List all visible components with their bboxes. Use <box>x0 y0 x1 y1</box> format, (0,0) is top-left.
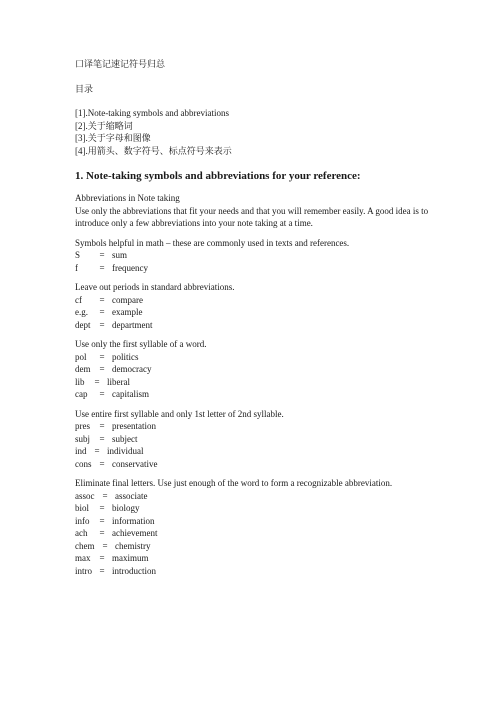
list-item <box>75 458 456 471</box>
abbreviation: info <box>75 515 90 526</box>
list-item <box>75 527 456 540</box>
list-item <box>75 565 456 578</box>
list-item <box>75 420 456 433</box>
list-item <box>75 540 456 553</box>
equals-sign: = <box>102 490 108 501</box>
abbreviation: lib <box>75 376 85 387</box>
list-item <box>75 445 456 458</box>
equals-sign: = <box>99 250 105 260</box>
abbreviation: dem <box>75 364 91 374</box>
list-item <box>75 388 456 401</box>
equals-sign: = <box>99 262 105 273</box>
full-word: presentation <box>112 421 156 431</box>
full-word: chemistry <box>115 540 151 551</box>
full-word: individual <box>107 446 144 456</box>
toc-label: 目录 <box>75 83 94 94</box>
intro-paragraph: Use only the abbreviations that fit your needs and that you will remember easily. A good idea is to introduce only a few abbreviations into your note taking at a time. <box>75 205 429 228</box>
full-word: department <box>112 319 153 330</box>
equals-sign: = <box>99 553 105 563</box>
abbreviation: cap <box>75 389 88 399</box>
full-word: frequency <box>112 262 148 273</box>
final-letters-caption: Eliminate final letters. Use just enough of the word to form a recognizable abbreviation. <box>75 478 393 488</box>
equals-sign: = <box>99 389 105 399</box>
full-word: maximum <box>112 553 149 563</box>
abbreviation: pres <box>75 421 90 431</box>
full-word: compare <box>112 294 143 305</box>
first-syllable-caption: Use only the first syllable of a word. <box>75 339 207 349</box>
equals-sign: = <box>99 515 105 526</box>
list-item <box>75 515 456 528</box>
list-item <box>75 319 456 332</box>
equals-sign: = <box>99 294 105 305</box>
list-item <box>75 552 456 565</box>
abbreviation: e.g. <box>75 307 88 317</box>
full-word: subject <box>112 433 138 444</box>
table-of-contents <box>75 107 456 157</box>
periods-abbreviation-list <box>75 294 456 332</box>
toc-item[interactable]: [3].关于字母和图像 <box>75 133 151 143</box>
full-word: democracy <box>112 364 152 374</box>
equals-sign: = <box>102 540 108 551</box>
list-item <box>75 502 456 515</box>
toc-item[interactable]: [1].Note-taking symbols and abbreviations <box>75 108 229 118</box>
first-syllable-abbreviation-list <box>75 351 456 401</box>
equals-sign: = <box>94 376 100 387</box>
document-title: 口译笔记速记符号归总 <box>75 59 166 69</box>
abbreviation: subj <box>75 433 91 444</box>
full-word: introduction <box>112 565 156 576</box>
equals-sign: = <box>99 364 105 374</box>
equals-sign: = <box>99 458 105 469</box>
list-item <box>75 376 456 389</box>
final-letters-abbreviation-list <box>75 490 456 578</box>
full-word: associate <box>115 490 148 501</box>
list-item <box>75 249 456 262</box>
math-abbreviation-list <box>75 249 456 274</box>
abbreviation: S <box>75 250 81 260</box>
abbreviation: biol <box>75 503 90 513</box>
abbreviation: intro <box>75 565 92 576</box>
full-word: liberal <box>107 376 130 387</box>
toc-item[interactable]: [4].用箭头、数字符号、标点符号来表示 <box>75 145 232 156</box>
equals-sign: = <box>99 528 105 538</box>
periods-caption: Leave out periods in standard abbreviations. <box>75 282 235 292</box>
list-item <box>75 351 456 364</box>
section-subheading: Abbreviations in Note taking <box>75 193 180 203</box>
abbreviation: ind <box>75 446 87 456</box>
full-word: sum <box>112 250 128 260</box>
equals-sign: = <box>94 446 100 456</box>
section-heading: 1. Note-taking symbols and abbreviations for your reference: <box>75 170 361 182</box>
full-word: conservative <box>112 458 158 469</box>
toc-item[interactable]: [2].关于缩略词 <box>75 120 133 131</box>
abbreviation: f <box>75 262 78 273</box>
equals-sign: = <box>99 319 105 330</box>
equals-sign: = <box>99 307 105 317</box>
abbreviation: cons <box>75 458 92 469</box>
list-item <box>75 363 456 376</box>
list-item <box>75 294 456 307</box>
abbreviation: max <box>75 553 91 563</box>
abbreviation: cf <box>75 294 82 305</box>
list-item <box>75 490 456 503</box>
full-word: information <box>112 515 155 526</box>
second-syllable-caption: Use entire first syllable and only 1st letter of 2nd syllable. <box>75 408 284 419</box>
equals-sign: = <box>99 351 105 362</box>
equals-sign: = <box>99 421 105 431</box>
abbreviation: ach <box>75 528 88 538</box>
full-word: capitalism <box>112 389 149 399</box>
abbreviation: chem <box>75 540 95 551</box>
abbreviation: assoc <box>75 490 95 501</box>
abbreviation: dept <box>75 319 91 330</box>
list-item <box>75 262 456 275</box>
abbreviation: pol <box>75 351 87 362</box>
second-syllable-abbreviation-list <box>75 420 456 470</box>
full-word: example <box>112 307 143 317</box>
equals-sign: = <box>99 433 105 444</box>
full-word: politics <box>112 351 139 362</box>
list-item <box>75 306 456 319</box>
list-item <box>75 433 456 446</box>
full-word: biology <box>112 503 140 513</box>
equals-sign: = <box>99 503 105 513</box>
math-caption: Symbols helpful in math – these are commonly used in texts and references. <box>75 237 350 248</box>
equals-sign: = <box>99 565 105 576</box>
full-word: achievement <box>112 528 158 538</box>
